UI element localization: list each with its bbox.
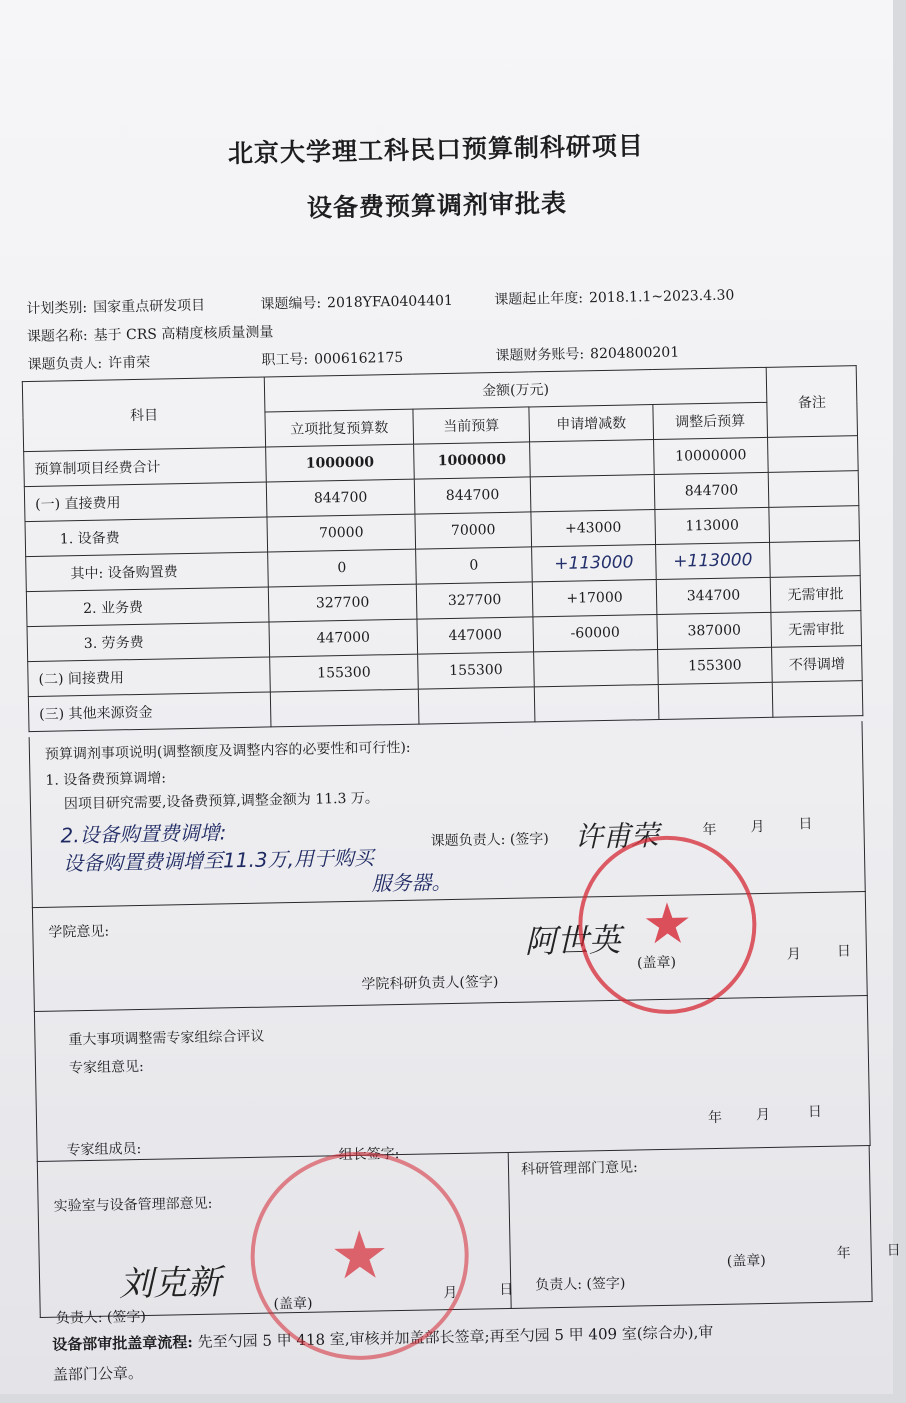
college-date-month: 月 <box>786 946 802 963</box>
college-sign-label: 学院科研负责人(签字) <box>361 974 499 993</box>
expert-section <box>34 995 871 1162</box>
leader-signature: 许甫荣 <box>574 819 659 854</box>
project-no-value: 2018YFA0404401 <box>326 292 454 312</box>
expert-opinion-label: 专家组意见: <box>68 1058 144 1077</box>
cell-approved: 1000000 <box>266 444 415 482</box>
cell-remark: 不得调增 <box>772 646 863 683</box>
project-name-label: 课题名称: <box>26 327 88 346</box>
subject-header: 科目 <box>22 377 265 452</box>
form-title-line2: 设备费预算调剂审批表 <box>306 188 568 223</box>
cell-approved <box>270 689 419 727</box>
cell-approved: 447000 <box>269 619 418 657</box>
handwritten-item2-detail-a: 设备购置费调增至11.3万,用于购买 <box>62 845 375 876</box>
expert-members-label: 专家组成员: <box>66 1141 142 1159</box>
cell-remark <box>768 436 859 473</box>
cell-current: 0 <box>416 547 533 584</box>
college-signature: 阿世英 <box>524 920 622 961</box>
cell-remark: 无需审批 <box>771 611 862 648</box>
remark-header: 备注 <box>766 366 857 438</box>
row-name: (一) 直接费用 <box>24 482 267 522</box>
col-header-adjusted: 调整后预算 <box>653 402 768 439</box>
cell-remark <box>770 541 861 578</box>
explain-item1-detail: 因项目研究需要,设备费预算,调整金额为 11.3 万。 <box>63 790 380 813</box>
col-header-change: 申请增减数 <box>529 405 654 442</box>
cell-approved: 155300 <box>270 654 419 692</box>
explain-heading: 预算调剂事项说明(调整额度及调整内容的必要性和可行性): <box>44 739 411 763</box>
project-no <box>260 290 453 314</box>
cell-adjusted: 844700 <box>654 472 769 509</box>
cell-change <box>534 650 659 687</box>
cell-current: 844700 <box>414 477 531 514</box>
cell-remark <box>769 506 860 543</box>
account-value: 8204800201 <box>589 344 680 363</box>
amount-header: 金额(万元) <box>264 367 767 412</box>
leader-value: 许甫荣 <box>108 354 151 372</box>
footer-text: 先至勺园 5 甲 418 室,审核并加盖部长签章;再至勺园 5 甲 409 室(综合办),审 <box>197 1323 714 1351</box>
cell-current: 327700 <box>416 582 533 619</box>
row-name: 预算制项目经费合计 <box>24 447 267 487</box>
lab-date-day: 日 <box>499 1281 514 1299</box>
leader-sign-label: 课题负责人: (签字) <box>430 831 549 850</box>
college-heading: 学院意见: <box>48 923 110 941</box>
research-date-day: 日 <box>886 1242 901 1259</box>
lab-heading: 实验室与设备管理部意见: <box>53 1195 213 1215</box>
cell-change-handwritten: +113000 <box>532 545 657 582</box>
lab-seal-label: (盖章) <box>273 1295 313 1313</box>
cell-approved: 844700 <box>266 479 415 517</box>
row-name: 2. 业务费 <box>26 587 269 627</box>
handwritten-item2-detail-b: 服务器。 <box>371 870 452 896</box>
row-name: 1. 设备费 <box>25 517 268 557</box>
budget-table <box>22 365 864 732</box>
cell-change <box>530 440 655 477</box>
expert-date-month: 月 <box>755 1106 771 1124</box>
account-label: 课题财务账号: <box>495 346 585 365</box>
cell-remark <box>772 681 863 718</box>
explain-date-day: 日 <box>798 816 813 833</box>
cell-change: +17000 <box>532 580 657 617</box>
expert-heading: 重大事项调整需专家组综合评议 <box>68 1028 265 1049</box>
account <box>495 342 679 366</box>
row-name: 3. 劳务费 <box>27 622 270 662</box>
research-sign-label: 负责人: (签字) <box>535 1275 626 1294</box>
cell-remark <box>768 471 859 508</box>
cell-adjusted: 344700 <box>656 577 771 614</box>
college-seal-label: (盖章) <box>636 954 677 972</box>
row-name: (二) 间接费用 <box>28 657 271 697</box>
cell-change <box>534 684 659 721</box>
project-no-label: 课题编号: <box>260 295 322 313</box>
cell-current <box>418 687 535 724</box>
leader-label: 课题负责人: <box>27 355 103 374</box>
cell-adjusted: 387000 <box>657 612 772 649</box>
lab-date-month: 月 <box>443 1284 458 1302</box>
research-date-year: 年 <box>836 1245 851 1262</box>
research-heading: 科研管理部门意见: <box>520 1159 638 1178</box>
cell-current: 447000 <box>417 617 534 654</box>
cell-remark: 无需审批 <box>770 576 861 613</box>
staff-no <box>261 347 403 370</box>
col-header-current: 当前预算 <box>413 407 530 444</box>
staff-no-value: 0006162175 <box>314 349 404 368</box>
cell-change: +43000 <box>531 510 656 547</box>
cell-current: 70000 <box>415 512 532 549</box>
cell-adjusted: 113000 <box>655 507 770 544</box>
cell-adjusted-handwritten: +113000 <box>656 542 771 579</box>
period-value: 2018.1.1~2023.4.30 <box>588 287 735 307</box>
period-label: 课题起止年度: <box>494 290 584 309</box>
cell-current: 155300 <box>418 652 535 689</box>
row-name: (三) 其他来源资金 <box>28 692 271 732</box>
period <box>494 284 734 309</box>
expert-date-day: 日 <box>807 1103 823 1121</box>
cell-current: 1000000 <box>414 442 531 479</box>
footer-text2: 盖部门公章。 <box>52 1364 144 1384</box>
explain-item1: 1. 设备费预算调增: <box>45 770 167 789</box>
seal-star-icon: ★ <box>329 1216 390 1295</box>
form-title-line1: 北京大学理工科民口预算制科研项目 <box>227 131 645 169</box>
project-name-value: 基于 CRS 高精度核质量测量 <box>93 324 274 344</box>
research-seal-label: (盖章) <box>726 1253 766 1270</box>
leader <box>27 352 150 374</box>
plan-type-value: 国家重点研发项目 <box>92 297 206 316</box>
seal-star-icon: ★ <box>641 891 694 958</box>
staff-no-label: 职工号: <box>261 351 309 369</box>
cell-approved: 70000 <box>267 514 416 552</box>
project-name <box>27 321 274 346</box>
lab-sign-label: 负责人: (签字) <box>55 1308 147 1327</box>
cell-adjusted <box>658 682 773 719</box>
explain-date-year: 年 <box>702 821 717 839</box>
row-name: 其中: 设备购置费 <box>26 552 269 592</box>
cell-adjusted: 10000000 <box>654 437 769 474</box>
cell-adjusted: 155300 <box>658 647 773 684</box>
cell-change: -60000 <box>533 615 658 652</box>
explain-date-month: 月 <box>750 818 765 836</box>
expert-leader-sign-label: 组长签字: <box>338 1146 400 1164</box>
plan-type-label: 计划类别: <box>26 299 88 318</box>
college-date-day: 日 <box>836 943 852 960</box>
col-header-approved: 立项批复预算数 <box>265 409 414 447</box>
cell-approved: 327700 <box>268 584 417 622</box>
plan-type <box>26 295 205 318</box>
cell-approved: 0 <box>268 549 417 587</box>
cell-change <box>530 475 655 512</box>
footer-label: 设备部审批盖章流程: <box>52 1333 193 1354</box>
lab-signature: 刘克新 <box>118 1262 222 1305</box>
expert-date-year: 年 <box>707 1109 723 1127</box>
handwritten-item2: 2.设备购置费调增: <box>60 820 227 848</box>
